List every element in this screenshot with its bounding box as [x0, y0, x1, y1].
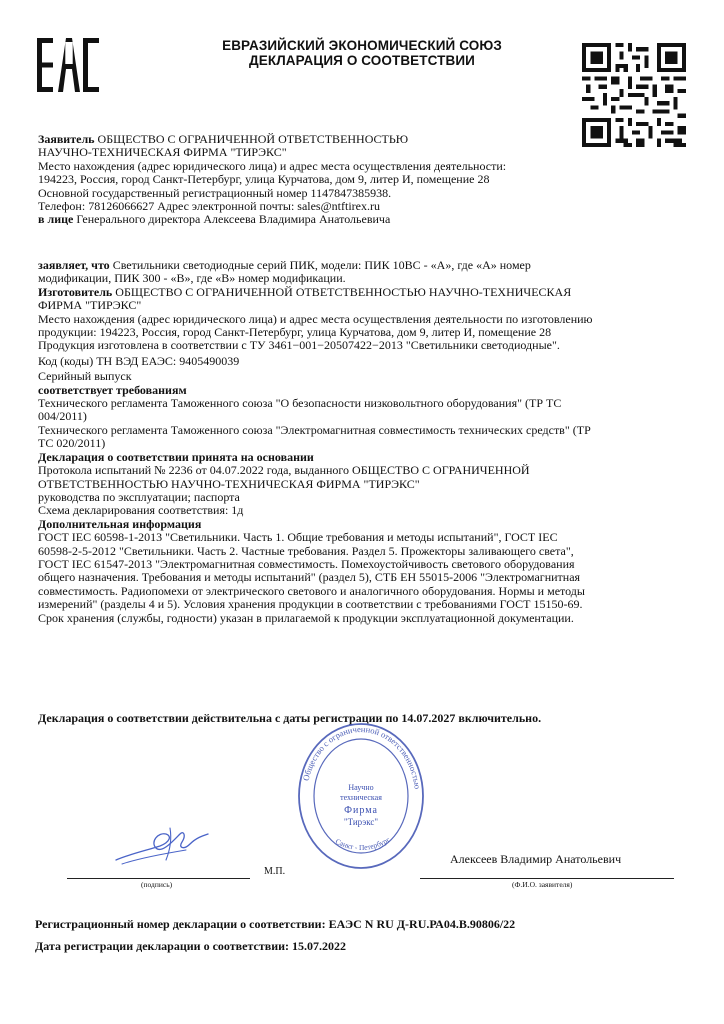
stamp-center-line-4: "Тирэкс" [343, 817, 379, 827]
requirement-2-line-1: Технического регламента Таможенного союза "Электромагнитная совместимость технических средств" (ТР [38, 422, 591, 437]
additional-line: Срок хранения (службы, годности) указан в прилагаемой к продукции эксплуатационной документации. [38, 610, 574, 625]
manufacturer-name-line-2: ФИРМА "ТИРЭКС" [38, 298, 142, 313]
product-batch: Серийный выпуск [38, 369, 132, 384]
manufacturer-spec: Продукция изготовлена в соответствии с ТУ 3461−001−20507422−2013 "Светильники светодиодные". [38, 338, 560, 353]
stamp-ring-text: Общество с ограниченной ответственностью [300, 723, 423, 790]
mp-label: М.П. [264, 866, 286, 877]
declares-line-2: модификации, ПИК 300 - «В», где «В» номер модификации. [38, 271, 346, 286]
declaration-section [38, 259, 678, 625]
validity-statement: Декларация о соответствии действительна с даты регистрации по 14.07.2027 включительно. [38, 711, 542, 725]
stamp-center-line-1: Научно [348, 783, 374, 792]
stamp-city: Санкт - Петербург [333, 834, 392, 853]
person-label: в лице [38, 212, 74, 227]
title-line-2: ДЕКЛАРАЦИЯ О СООТВЕТСТВИИ [249, 53, 475, 68]
signature-caption: (подпись) [141, 880, 173, 889]
title-line-1: ЕВРАЗИЙСКИЙ ЭКОНОМИЧЕСКИЙ СОЮЗ [222, 38, 502, 53]
signer-name: Алексеев Владимир Анатольевич [450, 852, 622, 866]
registration-date: Дата регистрации декларации о соответствии: 15.07.2022 [35, 939, 347, 953]
requirement-1-line-2: 004/2011) [38, 409, 87, 424]
svg-text:Санкт - Петербург [334, 835, 392, 852]
manufacturer-label: Изготовитель [38, 284, 113, 299]
basis-line-4: Схема декларирования соответствия: 1д [38, 503, 244, 518]
additional-line: ГОСТ IEC 61547-2013 "Электромагнитная совместимость. Помехоустойчивость светового оборудования [38, 556, 575, 571]
manufacturer-name-line-1: ОБЩЕСТВО С ОГРАНИЧЕННОЙ ОТВЕТСТВЕННОСТЬЮ НАУЧНО-ТЕХНИЧЕСКАЯ [115, 284, 572, 299]
declares-label: заявляет, что [38, 258, 110, 272]
name-caption: (Ф.И.О. заявителя) [512, 880, 573, 889]
svg-text:Общество с ограниченной ответс [301, 724, 423, 790]
stamp-center-line-3: Фирма [344, 805, 378, 816]
applicant-address-line-1: Место нахождения (адрес юридического лица) и адрес места осуществления деятельности: [38, 158, 507, 173]
requirement-2-line-2: ТС 020/2011) [38, 436, 106, 451]
additional-line: ГОСТ IEC 60598-1-2013 "Светильники. Часть 1. Общие требования и методы испытаний", ГОСТ IEC [38, 530, 558, 545]
applicant-ogrn: Основной государственный регистрационный номер 1147847385938. [38, 185, 392, 200]
manufacturer-address-line-2: продукции: 194223, Россия, город Санкт-Петербург, улица Курчатова, дом 9, литер И, помещение 28 [38, 325, 552, 340]
applicant-label: Заявитель [38, 132, 95, 146]
signature-line [67, 878, 250, 879]
applicant-name-line-2: НАУЧНО-ТЕХНИЧЕСКАЯ ФИРМА "ТИРЭКС" [38, 145, 287, 160]
name-line [420, 878, 674, 879]
requirements-label: соответствует требованиям [38, 382, 187, 397]
product-code: Код (коды) ТН ВЭД ЕАЭС: 9405490039 [38, 353, 240, 368]
applicant-address-line-2: 194223, Россия, город Санкт-Петербург, улица Курчатова, дом 9, литер И, помещение 28 [38, 172, 490, 187]
document-title [150, 38, 574, 68]
stamp-center-line-2: техническая [340, 793, 382, 802]
signature-icon [110, 820, 214, 868]
applicant-name-line-1: ОБЩЕСТВО С ОГРАНИЧЕННОЙ ОТВЕТСТВЕННОСТЬЮ [97, 132, 409, 146]
additional-line: общего назначения. Требования и методы испытаний" (раздел 5), СТБ ЕН 55015-2006 "Электромагнитная [38, 570, 581, 585]
basis-line-3: руководства по эксплуатации; паспорта [38, 489, 240, 504]
basis-line-2: ОТВЕТСТВЕННОСТЬЮ НАУЧНО-ТЕХНИЧЕСКАЯ ФИРМА "ТИРЭКС" [38, 476, 420, 491]
additional-line: 60598-2-5-2012 "Светильники. Часть 2. Частные требования. Раздел 5. Прожекторы заливающего света", [38, 543, 574, 558]
company-stamp-icon [296, 716, 426, 876]
additional-line: совместимость. Радиопомехи от электрического светового и аналогичного оборудования. Нормы и методы [38, 583, 585, 598]
additional-label: Дополнительная информация [38, 516, 202, 531]
applicant-section [38, 133, 678, 227]
applicant-person: Генерального директора Алексеева Владимира Анатольевича [76, 212, 391, 227]
additional-line: измерений" (разделы 4 и 5). Условия хранения продукции в соответствии с требованиями ГОСТ 15150-69. [38, 597, 583, 612]
applicant-contacts: Телефон: 78126066627 Адрес электронной почты: sales@ntftirex.ru [38, 199, 380, 214]
declares-line-1: Светильники светодиодные серий ПИК, модели: ПИК 10ВС - «А», где «А» номер [112, 258, 531, 272]
requirement-1-line-1: Технического регламента Таможенного союза "О безопасности низковольтного оборудования" (ТР ТС [38, 396, 562, 411]
manufacturer-address-line-1: Место нахождения (адрес юридического лица) и адрес места осуществления деятельности по изготовлению [38, 311, 593, 326]
registration-number: Регистрационный номер декларации о соответствии: ЕАЭС N RU Д-RU.РА04.В.90806/22 [35, 917, 516, 931]
eac-logo [36, 37, 100, 93]
basis-label: Декларация о соответствии принята на основании [38, 449, 314, 464]
basis-line-1: Протокола испытаний № 2236 от 04.07.2022 года, выданного ОБЩЕСТВО С ОГРАНИЧЕННОЙ [38, 463, 530, 478]
